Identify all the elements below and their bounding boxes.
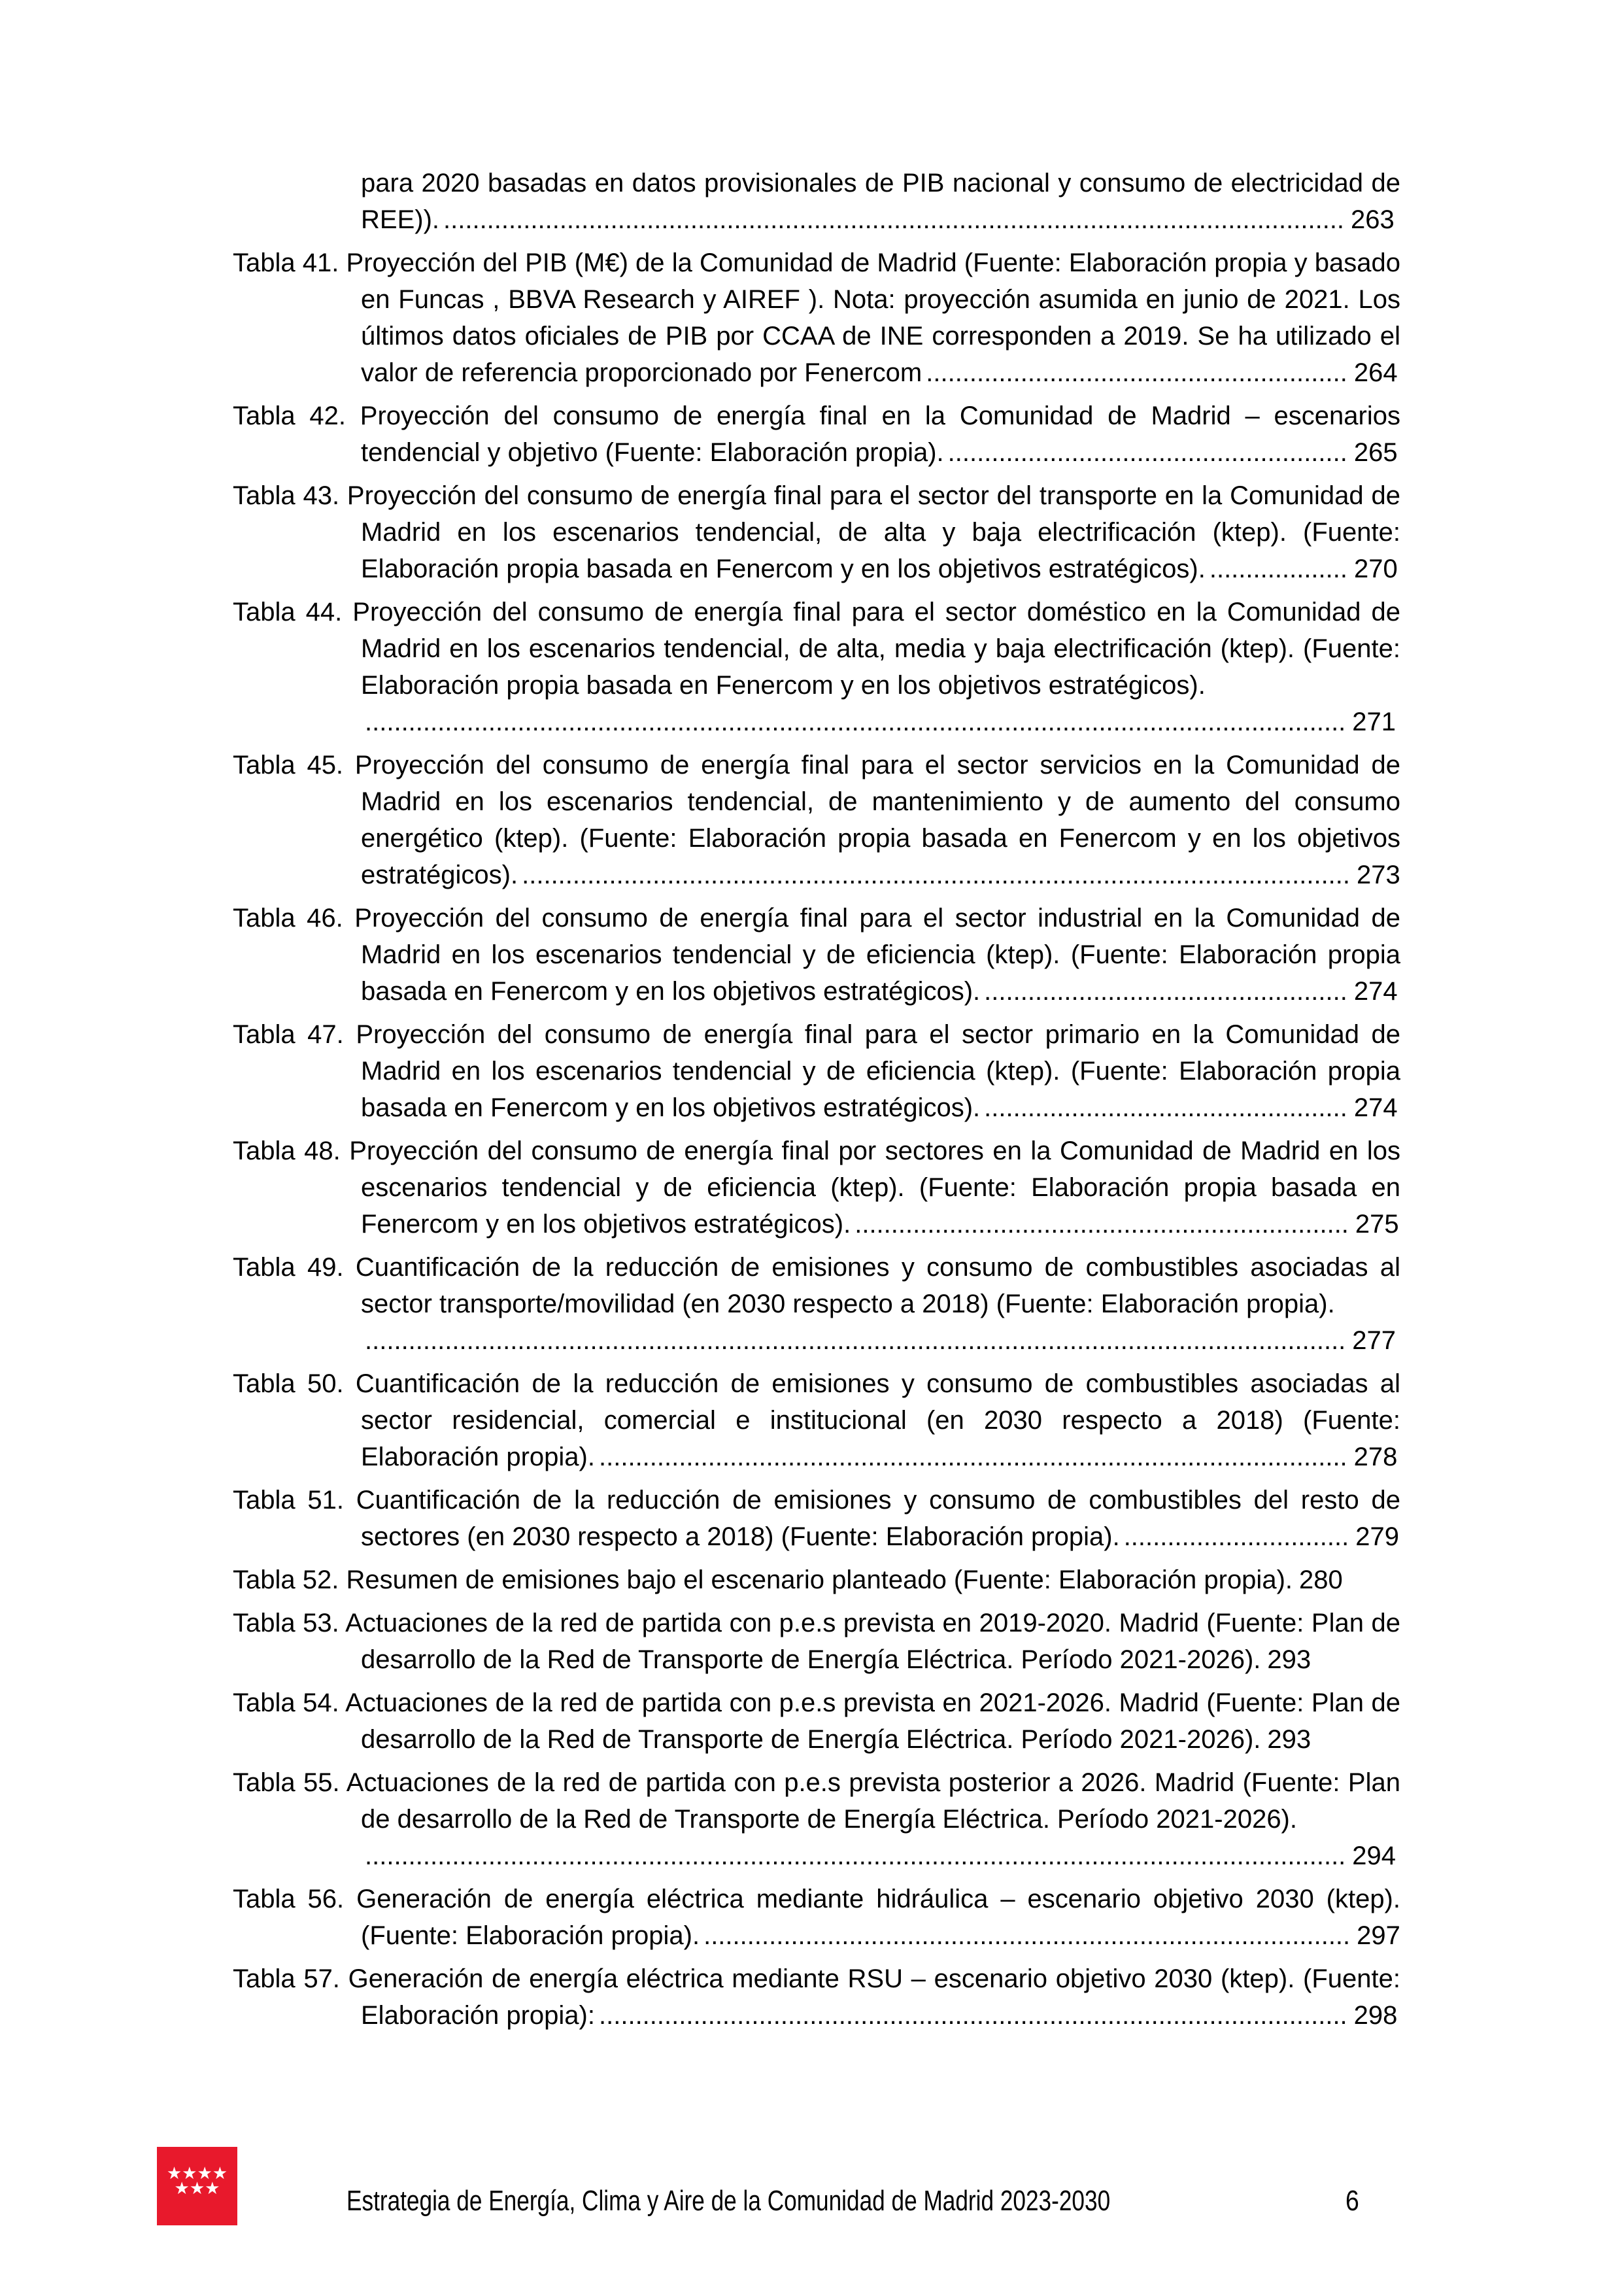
- entry-page-number: 278: [1353, 1443, 1398, 1471]
- dot-leader: ..................................................................................................................: [522, 861, 1351, 889]
- dot-leader: .......................................................: [947, 438, 1347, 467]
- entry-page-number: 293: [1267, 1725, 1311, 1754]
- dot-leader: .......................................................................................................: [599, 2001, 1347, 2030]
- entry-text: Tabla 54. Actuaciones de la red de partida con p.e.s prevista en 2021-2026. Madrid (Fuente: Plan de desarrollo de la Red de Transporte de Energía Eléctrica. Período 2021-2026).: [233, 1688, 1400, 1754]
- entry-page-number: 277: [1352, 1326, 1396, 1355]
- entry-page-number: 270: [1354, 555, 1398, 583]
- entry-text: Tabla 51. Cuantificación de la reducción de emisiones y consumo de combustibles del resto de sectores (en 2030 respecto a 2018) (Fuente: Elaboración propia).: [233, 1486, 1400, 1551]
- entry-page-number: 265: [1353, 438, 1398, 467]
- entry-text: Tabla 53. Actuaciones de la red de partida con p.e.s prevista en 2019-2020. Madrid (Fuente: Plan de desarrollo de la Red de Transporte de Energía Eléctrica. Período 2021-2026).: [233, 1609, 1400, 1674]
- toc-entry-tabla-41: [233, 245, 1400, 391]
- entry-page-number: 273: [1357, 861, 1400, 889]
- dot-leader: ..........................................................: [926, 358, 1347, 387]
- toc-entry-tabla-54: [233, 1685, 1400, 1758]
- entry-text: Tabla 46. Proyección del consumo de energía final para el sector industrial en la Comunidad de Madrid en los escenarios tendencial y de eficiencia (ktep). (Fuente: Elaboración propia basada en Fenercom y en los objetivos estratégicos).: [233, 904, 1400, 1006]
- entry-text: para 2020 basadas en datos provisionales de PIB nacional y consumo de electricidad de REE)).: [361, 169, 1400, 234]
- entry-page-number: 294: [1352, 1841, 1396, 1870]
- toc-entry-tabla-51: [233, 1482, 1400, 1555]
- footer-page-number: 6: [1345, 2185, 1359, 2217]
- dot-leader: ...................: [1209, 555, 1347, 583]
- toc-entry-tabla-53: [233, 1605, 1400, 1678]
- dot-leader: ..................................................: [984, 1093, 1347, 1122]
- dot-leader: .......................................................................................................................................: [365, 1326, 1346, 1355]
- toc-entry-tabla-50: [233, 1365, 1400, 1475]
- toc-entry-tabla-40-continuation: [233, 165, 1400, 238]
- entry-text: Tabla 45. Proyección del consumo de energía final para el sector servicios en la Comunidad de Madrid en los escenarios tendencial, de mantenimiento y de aumento del consumo energético (ktep). (Fuente: Elaboración propia basada en Fenercom y en los objetivos estratégicos).: [233, 751, 1400, 889]
- entry-text: Tabla 57. Generación de energía eléctrica mediante RSU – escenario objetivo 2030 (ktep). (Fuente: Elaboración propia):: [233, 1964, 1400, 2030]
- entry-page-number: 275: [1355, 1210, 1399, 1239]
- entry-text: Tabla 52. Resumen de emisiones bajo el escenario planteado (Fuente: Elaboración propia).: [233, 1566, 1293, 1594]
- entry-page-number: 274: [1353, 1093, 1398, 1122]
- dot-leader: .......................................................................................................: [599, 1443, 1347, 1471]
- entry-text: Tabla 56. Generación de energía eléctrica mediante hidráulica – escenario objetivo 2030 (ktep). (Fuente: Elaboración propia).: [233, 1885, 1400, 1950]
- dot-leader: ....................................................................: [854, 1210, 1349, 1239]
- toc-entry-tabla-45: [233, 747, 1400, 893]
- entry-page-number: 264: [1353, 358, 1398, 387]
- toc-entry-tabla-42: [233, 398, 1400, 471]
- entry-page-number: 274: [1353, 977, 1398, 1006]
- dot-leader: ...............................: [1123, 1522, 1349, 1551]
- star-icon-row-top: ★★★★: [166, 2163, 228, 2183]
- entry-page-number: 298: [1353, 2001, 1398, 2030]
- toc-entry-tabla-44: [233, 594, 1400, 740]
- entry-page-number: 271: [1352, 708, 1396, 736]
- entry-text: Tabla 41. Proyección del PIB (M€) de la Comunidad de Madrid (Fuente: Elaboración propia y basado en Funcas , BBVA Research y AIREF ). Nota: proyección asumida en junio de 2021. Los últimos datos oficiales de PIB por CCAA de INE corresponden a 2019. Se ha utilizado el valor de referencia proporcionado por Fenercom: [233, 248, 1400, 387]
- entry-text: Tabla 50. Cuantificación de la reducción de emisiones y consumo de combustibles asociadas al sector residencial, comercial e institucional (en 2030 respecto a 2018) (Fuente: Elaboración propia).: [233, 1369, 1400, 1471]
- toc-entry-tabla-57: [233, 1960, 1400, 2034]
- toc-entry-tabla-49: [233, 1249, 1400, 1359]
- dot-leader: .......................................................................................................................................: [365, 1841, 1346, 1870]
- toc-entry-tabla-48: [233, 1133, 1400, 1242]
- entry-page-number: 263: [1351, 205, 1395, 234]
- toc-entry-tabla-47: [233, 1016, 1400, 1126]
- toc-entry-tabla-52: [233, 1562, 1400, 1598]
- dot-leader: .......................................................................................................................................: [365, 708, 1346, 736]
- entry-text: Tabla 43. Proyección del consumo de energía final para el sector del transporte en la Comunidad de Madrid en los escenarios tendencial, de alta y baja electrificación (ktep). (Fuente: Elaboración propia basada en Fenercom y en los objetivos estratégicos).: [233, 481, 1400, 583]
- madrid-flag-logo: [157, 2147, 237, 2225]
- dot-leader: .........................................................................................: [703, 1921, 1351, 1950]
- entry-text: Tabla 55. Actuaciones de la red de partida con p.e.s prevista posterior a 2026. Madrid (Fuente: Plan de desarrollo de la Red de Transporte de Energía Eléctrica. Período 2021-2026).: [233, 1768, 1400, 1834]
- entry-page-number: 279: [1355, 1522, 1399, 1551]
- entry-text: Tabla 44. Proyección del consumo de energía final para el sector doméstico en la Comunidad de Madrid en los escenarios tendencial, de alta, media y baja electrificación (ktep). (Fuente: Elaboración propia basada en Fenercom y en los objetivos estratégicos).: [233, 598, 1400, 700]
- entry-page-number: 280: [1299, 1566, 1343, 1594]
- dot-leader: ..................................................: [984, 977, 1347, 1006]
- toc-entry-tabla-43: [233, 477, 1400, 587]
- toc-entry-tabla-56: [233, 1881, 1400, 1954]
- entry-text: Tabla 47. Proyección del consumo de energía final para el sector primario en la Comunidad de Madrid en los escenarios tendencial y de eficiencia (ktep). (Fuente: Elaboración propia basada en Fenercom y en los objetivos estratégicos).: [233, 1020, 1400, 1122]
- dot-leader: ............................................................................................................................: [443, 205, 1345, 234]
- footer-document-title: Estrategia de Energía, Clima y Aire de la Comunidad de Madrid 2023-2030: [347, 2185, 1111, 2217]
- star-icon-row-bottom: ★★★: [174, 2178, 220, 2198]
- toc-entry-tabla-55: [233, 1764, 1400, 1874]
- toc-entry-tabla-46: [233, 900, 1400, 1010]
- entry-text: Tabla 42. Proyección del consumo de energía final en la Comunidad de Madrid – escenarios tendencial y objetivo (Fuente: Elaboración propia).: [233, 402, 1400, 467]
- entry-page-number: 293: [1267, 1645, 1311, 1674]
- entry-page-number: 297: [1357, 1921, 1400, 1950]
- entry-text: Tabla 48. Proyección del consumo de energía final por sectores en la Comunidad de Madrid en los escenarios tendencial y de eficiencia (ktep). (Fuente: Elaboración propia basada en Fenercom y en los objetivos estratégicos).: [233, 1137, 1400, 1239]
- table-index: [233, 165, 1400, 2040]
- entry-text: Tabla 49. Cuantificación de la reducción de emisiones y consumo de combustibles asociadas al sector transporte/movilidad (en 2030 respecto a 2018) (Fuente: Elaboración propia).: [233, 1253, 1400, 1318]
